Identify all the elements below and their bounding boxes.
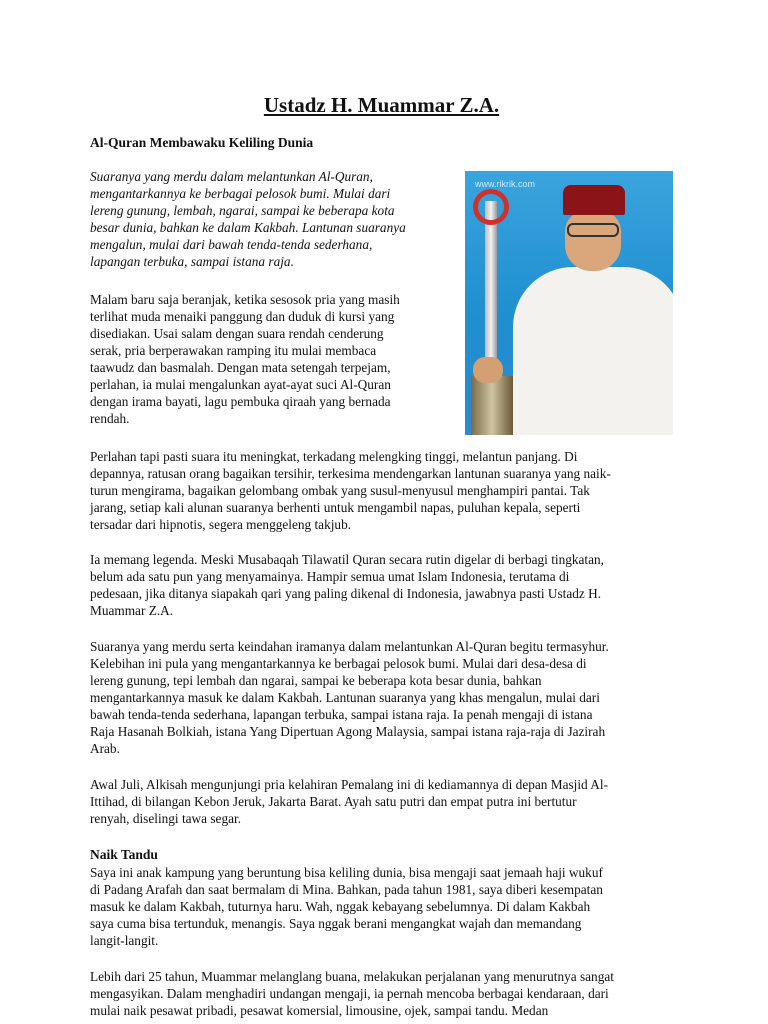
paragraph-4	[90, 638, 673, 757]
robe-shape	[513, 267, 673, 435]
text-line: Kelebihan ini pula yang mengantarkannya ke berbagai pelosok bumi. Mulai dari desa-desa di	[90, 656, 587, 671]
text-line: Saya ini anak kampung yang beruntung bisa keliling dunia, bisa mengaji saat jemaah haji wukuf	[90, 865, 603, 880]
text-line: disediakan. Usai salam dengan suara rendah cenderung	[90, 326, 384, 341]
text-line: Ia memang legenda. Meski Musabaqah Tilawatil Quran secara rutin digelar di berbagi tingkatan,	[90, 552, 604, 567]
page-title: Ustadz H. Muammar Z.A.	[263, 93, 500, 117]
hand-shape	[473, 357, 503, 383]
paragraph-1	[90, 291, 450, 427]
text-line: belum ada satu pun yang menyamainya. Hampir semua umat Islam Indonesia, terutama di	[90, 569, 570, 584]
paragraph-3	[90, 551, 673, 619]
text-line: renyah, diselingi tawa segar.	[90, 811, 242, 826]
trophy-top-shape	[473, 189, 509, 225]
text-line: turun mengirama, bagaikan gelombang ombak yang susul-menyusul menghampiri pantai. Tak	[90, 483, 590, 498]
text-line: mengalun, mulai dari bawah tenda-tenda sederhana,	[90, 237, 373, 252]
text-line: mengantarkannya masuk ke dalam Kakbah. Lantunan suaranya yang khas mengalun, mulai dari	[90, 690, 600, 705]
text-line: rendah.	[90, 411, 130, 426]
text-line: Suaranya yang merdu serta keindahan iramanya dalam melantunkan Al-Quran begitu termasyhur.	[90, 639, 609, 654]
paragraph-6	[90, 864, 673, 949]
text-line: mengasyikan. Dalam menghadiri undangan mengaji, ia pernah mencoba berbagai kendaraan, dari	[90, 986, 609, 1001]
glasses-shape	[567, 223, 619, 237]
paragraph-7	[90, 968, 673, 1019]
portrait-photo	[465, 171, 673, 435]
text-line: Suaranya yang merdu dalam melantunkan Al-Quran,	[90, 169, 373, 184]
text-line: Malam baru saja beranjak, ketika sesosok pria yang masih	[90, 292, 400, 307]
text-line: Raja Hasanah Bolkiah, istana Yang Dipertuan Agong Malaysia, sampai istana raja-raja di Jazirah	[90, 724, 606, 739]
paragraph-5	[90, 776, 673, 827]
text-line: depannya, ratusan orang bagaikan tersihir, terkesima mendengarkan lantunan suaranya yang naik-	[90, 466, 611, 481]
text-line: Perlahan tapi pasti suara itu meningkat, terkadang melengking tinggi, melantun panjang. Di	[90, 449, 578, 464]
text-line: lereng gunung, tepi lembah dan ngarai, sampai ke beberapa kota besar dunia, bahkan	[90, 673, 542, 688]
text-line: lapangan terbuka, sampai istana raja.	[90, 254, 294, 269]
intro-paragraph	[90, 168, 450, 270]
text-line: perlahan, ia mulai mengalunkan ayat-ayat suci Al-Quran	[90, 377, 391, 392]
text-line: langit-langit.	[90, 933, 159, 948]
text-line: di Padang Arafah dan saat bermalam di Mina. Bahkan, pada tahun 1981, saya diberi kesempatan	[90, 882, 603, 897]
text-line: saya cuma bisa tertunduk, menangis. Saya nggak berani mengangkat wajah dan memandang	[90, 916, 582, 931]
text-line: serak, pria berperawakan ramping itu mulai membaca	[90, 343, 377, 358]
text-line: Lebih dari 25 tahun, Muammar melanglang buana, melakukan perjalanan yang menurutnya sangat	[90, 969, 614, 984]
text-line: besar dunia, bahkan ke dalam Kakbah. Lantunan suaranya	[90, 220, 406, 235]
text-line: jarang, setiap kali alunan suaranya berhenti untuk mengambil napas, puluhan kepala, seperti	[90, 500, 581, 515]
trophy-base-shape	[471, 376, 513, 435]
paragraph-2	[90, 448, 673, 533]
text-line: dengan irama bayati, lagu pembuka qiraah yang bernada	[90, 394, 391, 409]
hat-shape	[563, 185, 625, 215]
text-line: lereng gunung, lembah, ngarai, sampai ke beberapa kota	[90, 203, 395, 218]
text-line: taawudz dan basmalah. Dengan mata setengah terpejam,	[90, 360, 391, 375]
text-line: Muammar Z.A.	[90, 603, 174, 618]
text-line: Arab.	[90, 741, 120, 756]
text-line: tersadar dari hipnotis, segera menggeleng takjub.	[90, 517, 352, 532]
article-subtitle: Al-Quran Membawaku Keliling Dunia	[90, 135, 314, 150]
text-line: mengantarkannya ke berbagai pelosok bumi. Mulai dari	[90, 186, 391, 201]
text-line: pedesaan, jika ditanya siapakah qari yang paling dikenal di Indonesia, jawabnya pasti Ustadz H.	[90, 586, 602, 601]
face-shape	[565, 211, 621, 271]
section-heading: Naik Tandu	[90, 847, 158, 862]
text-line: masuk ke dalam Kakbah, tuturnya haru. Wah, nggak kebayang sebelumnya. Di dalam Kakbah	[90, 899, 591, 914]
text-line: bawah tenda-tenda sederhana, lapangan terbuka, sampai istana raja. Ia penah mengaji di istana	[90, 707, 593, 722]
text-line: terlihat muda menaiki panggung dan duduk di kursi yang	[90, 309, 395, 324]
text-line: Ittihad, di bilangan Kebon Jeruk, Jakarta Barat. Ayah satu putri dan empat putra ini bertutur	[90, 794, 577, 809]
text-line: mulai naik pesawat pribadi, pesawat komersial, limousine, ojek, sampai tandu. Medan	[90, 1003, 549, 1018]
photo-watermark: www.rikrik.com	[475, 179, 535, 189]
text-line: Awal Juli, Alkisah mengunjungi pria kelahiran Pemalang ini di kediamannya di depan Masjid Al-	[90, 777, 608, 792]
